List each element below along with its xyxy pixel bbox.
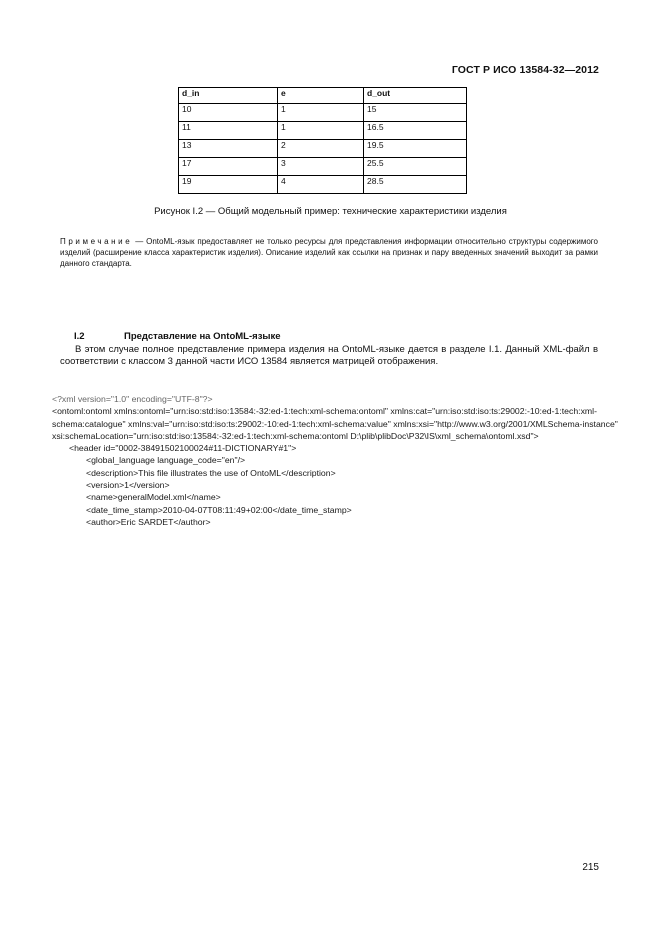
table-row bbox=[179, 104, 467, 122]
table-cell: 17 bbox=[179, 158, 278, 176]
figure-caption: Рисунок I.2 — Общий модельный пример: технические характеристики изделия bbox=[154, 206, 507, 217]
xml-line: <name>generalModel.xml</name> bbox=[86, 492, 221, 503]
section-number: I.2 bbox=[74, 331, 85, 342]
table-cell: 16.5 bbox=[364, 122, 467, 140]
column-header: e bbox=[278, 88, 364, 104]
xml-line: <version>1</version> bbox=[86, 480, 170, 491]
table-cell: 15 bbox=[364, 104, 467, 122]
section-heading bbox=[60, 331, 598, 344]
note-paragraph bbox=[60, 236, 598, 269]
table-cell: 28.5 bbox=[364, 176, 467, 194]
table-cell: 25.5 bbox=[364, 158, 467, 176]
xml-line: <description>This file illustrates the use of OntoML</description> bbox=[86, 467, 336, 478]
table-row bbox=[179, 122, 467, 140]
section-i2 bbox=[60, 331, 598, 369]
table-cell: 1 bbox=[278, 104, 364, 122]
table-row bbox=[179, 158, 467, 176]
table-cell: 2 bbox=[278, 140, 364, 158]
table-cell: 19 bbox=[179, 176, 278, 194]
section-paragraph: В этом случае полное представление примера изделия на OntoML-языке дается в разделе I.1. Данный XML-файл в соответствии с классом 3 данной части ИСО 13584 является матрицей отображения. bbox=[60, 343, 598, 367]
xml-line: <author>Eric SARDET</author> bbox=[86, 516, 211, 527]
table-cell: 1 bbox=[278, 122, 364, 140]
xml-line: <ontoml:ontoml xmlns:ontoml="urn:iso:std:iso:13584:-32:ed-1:tech:xml-schema:ontoml" xmlns:cat="urn:iso:std:iso:ts:29002:-10:ed-1:tech:xml-schema:catalogue" xmlns:val="urn:iso:std:iso:ts:29002:-10:ed-1:tech:xml-schema:value" xmlns:xsi="http://www.w3.org/2001/XMLSchema-instance" xsi:schemaLocation="urn:iso:std:iso:13584:-32:ed-1:tech:xml-schema:ontoml D:\plib\plibDoc\P32\IS\xml_schema\ontoml.xsd"> bbox=[52, 406, 618, 441]
table-header-row bbox=[179, 88, 467, 104]
characteristics-table bbox=[178, 87, 467, 194]
table-cell: 11 bbox=[179, 122, 278, 140]
column-header: d_in bbox=[179, 88, 278, 104]
xml-listing bbox=[52, 393, 627, 528]
table-cell: 19.5 bbox=[364, 140, 467, 158]
page-number: 215 bbox=[582, 862, 599, 873]
xml-line: <date_time_stamp>2010-04-07T08:11:49+02:00</date_time_stamp> bbox=[86, 504, 352, 515]
table-cell: 13 bbox=[179, 140, 278, 158]
table-cell: 3 bbox=[278, 158, 364, 176]
table-cell: 10 bbox=[179, 104, 278, 122]
section-title: Представление на OntoML-языке bbox=[124, 331, 281, 342]
table-row bbox=[179, 176, 467, 194]
column-header: d_out bbox=[364, 88, 467, 104]
xml-line: <global_language language_code="en"/> bbox=[86, 455, 246, 466]
note-text: — OntoML-язык предоставляет не только ресурсы для представления информации относительно структуры содержимого изделий (расширение класса характеристик изделия). Описание изделий как ссылки на признак и пару введенных значений выходит за рамки данного стандарта. bbox=[60, 237, 598, 268]
table-cell: 4 bbox=[278, 176, 364, 194]
note-label: Примечание bbox=[60, 237, 133, 246]
xml-line: <?xml version="1.0" encoding="UTF-8"?> bbox=[52, 394, 213, 404]
standard-designation: ГОСТ Р ИСО 13584-32—2012 bbox=[451, 64, 599, 76]
xml-line: <header id="0002-38491502100024#11-DICTIONARY#1"> bbox=[69, 443, 297, 454]
table-row bbox=[179, 140, 467, 158]
